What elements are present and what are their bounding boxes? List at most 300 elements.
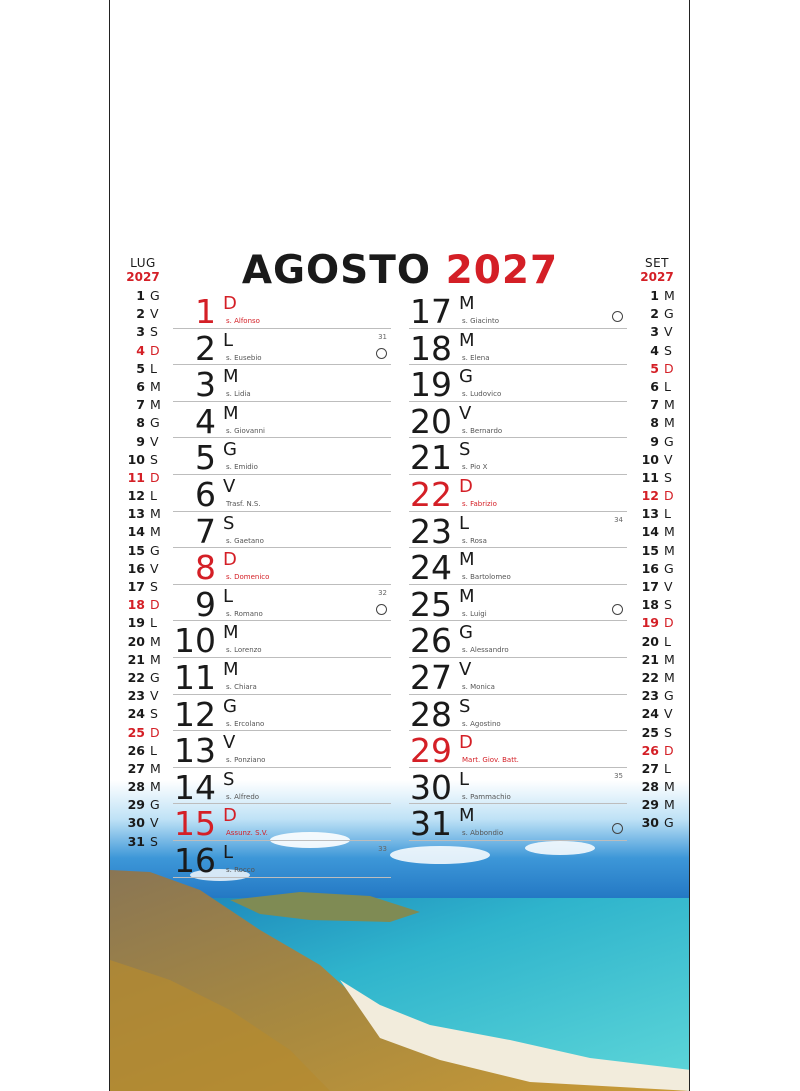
mini-day-number: 19: [641, 615, 659, 631]
mini-day-letter: M: [664, 651, 675, 667]
mini-day-letter: D: [150, 724, 160, 740]
mini-day-letter: V: [150, 815, 159, 831]
day-number: 13: [174, 731, 216, 771]
prev-month-label: LUG: [130, 256, 156, 270]
mini-day-letter: S: [664, 597, 672, 613]
mini-day-number: 20: [641, 633, 659, 649]
mini-day-letter: D: [664, 488, 674, 504]
mini-day-letter: M: [150, 633, 161, 649]
day-row: [409, 402, 627, 439]
mini-day-row: [627, 397, 687, 415]
mini-day-row: [113, 615, 173, 633]
mini-day-number: 14: [641, 524, 659, 540]
saint-name: s. Elena: [462, 353, 490, 362]
day-number: 29: [410, 731, 452, 771]
saint-name: s. Chiara: [226, 682, 257, 691]
mini-day-row: [627, 434, 687, 452]
mini-day-letter: D: [664, 615, 674, 631]
mini-day-number: 15: [641, 542, 659, 558]
mini-day-number: 11: [127, 469, 145, 485]
day-number: 9: [195, 584, 216, 624]
mini-day-letter: M: [150, 779, 161, 795]
year: 2027: [445, 248, 559, 293]
mini-day-number: 17: [641, 579, 659, 594]
mini-day-number: 16: [641, 560, 659, 576]
mini-day-number: 28: [641, 779, 659, 795]
mini-day-number: 7: [136, 397, 145, 413]
mini-day-number: 27: [641, 760, 659, 776]
day-row: [409, 658, 627, 695]
mini-day-row: [627, 524, 687, 542]
day-number: 23: [410, 511, 452, 551]
day-row: [173, 585, 391, 622]
weekday-letter: M: [459, 329, 475, 351]
mini-day-row: [113, 524, 173, 542]
mini-day-letter: M: [664, 524, 675, 540]
mini-day-number: 3: [650, 324, 659, 340]
mini-day-row: [627, 470, 687, 488]
day-number: 20: [410, 401, 452, 441]
weekday-letter: D: [459, 732, 473, 754]
mini-day-letter: S: [664, 342, 672, 358]
day-row: [409, 804, 627, 844]
weekday-letter: M: [223, 402, 239, 424]
saint-name: Trasf. N.S.: [226, 499, 261, 508]
mini-day-letter: M: [150, 524, 161, 540]
mini-day-number: 21: [641, 651, 659, 667]
weekday-letter: M: [459, 549, 475, 571]
mini-day-letter: V: [150, 433, 159, 449]
mini-day-letter: G: [664, 433, 674, 449]
mini-day-row: [627, 634, 687, 652]
moon-phase-icon: [612, 311, 623, 322]
weekday-letter: V: [223, 475, 236, 497]
mini-day-number: 2: [650, 306, 659, 322]
mini-day-letter: V: [664, 706, 673, 722]
saint-name: s. Eusebio: [226, 353, 262, 362]
day-number: 6: [195, 474, 216, 514]
mini-day-letter: S: [150, 706, 158, 722]
week-number: 34: [614, 515, 623, 524]
saint-name: s. Alessandro: [462, 646, 509, 655]
mini-day-number: 26: [641, 742, 659, 758]
saint-name: s. Rosa: [462, 536, 487, 545]
mini-day-letter: S: [150, 451, 158, 467]
mini-day-letter: M: [150, 760, 161, 776]
mini-day-row: [113, 725, 173, 743]
day-row: [173, 621, 391, 661]
mini-day-row: [113, 488, 173, 506]
mini-day-row: [627, 725, 687, 743]
mini-day-letter: L: [150, 488, 157, 504]
mini-day-number: 13: [127, 506, 145, 522]
day-number: 22: [410, 474, 452, 514]
mini-day-letter: S: [664, 469, 672, 485]
mini-day-row: [627, 615, 687, 633]
day-number: 18: [410, 328, 452, 368]
mini-day-row: [627, 488, 687, 506]
mini-day-row: [113, 343, 173, 361]
mini-day-letter: M: [664, 397, 675, 413]
mini-day-row: [627, 743, 687, 761]
weekday-letter: L: [459, 512, 470, 534]
mini-day-row: [627, 670, 687, 688]
mini-day-row: [627, 579, 687, 597]
moon-phase-icon: [612, 604, 623, 615]
mini-day-row: [627, 288, 687, 306]
day-row: [409, 695, 627, 732]
mini-day-row: [113, 543, 173, 561]
mini-day-row: [627, 815, 687, 833]
mini-day-number: 28: [127, 779, 145, 795]
mini-day-letter: M: [150, 397, 161, 413]
mini-day-number: 12: [641, 488, 659, 504]
day-number: 4: [195, 401, 216, 441]
day-row: [409, 731, 627, 771]
mini-day-row: [113, 434, 173, 452]
day-row: [409, 548, 627, 588]
day-number: 24: [410, 548, 452, 588]
mini-day-row: [627, 306, 687, 324]
day-number: 11: [174, 657, 216, 697]
mini-day-row: [627, 561, 687, 579]
day-row: [173, 841, 391, 878]
mini-day-row: [113, 324, 173, 342]
mini-day-row: [113, 288, 173, 306]
weekday-letter: S: [223, 512, 235, 534]
day-number: 28: [410, 694, 452, 734]
mini-day-row: [113, 415, 173, 433]
mini-day-number: 26: [127, 742, 145, 758]
week-number: 35: [614, 771, 623, 780]
mini-day-row: [113, 834, 173, 852]
mini-day-row: [627, 543, 687, 561]
mini-day-number: 8: [136, 415, 145, 431]
mini-day-row: [113, 688, 173, 706]
mini-day-letter: G: [664, 306, 674, 322]
saint-name: s. Lorenzo: [226, 646, 262, 655]
mini-day-row: [113, 470, 173, 488]
mini-day-row: [113, 452, 173, 470]
weekday-letter: D: [223, 549, 237, 571]
mini-day-number: 25: [127, 724, 145, 740]
mini-day-row: [627, 688, 687, 706]
mini-day-letter: V: [150, 306, 159, 322]
mini-day-number: 25: [641, 724, 659, 740]
mini-day-letter: L: [150, 615, 157, 631]
day-number: 26: [410, 621, 452, 661]
mini-day-number: 4: [650, 342, 659, 358]
day-row: [173, 292, 391, 329]
mini-day-letter: L: [664, 378, 671, 394]
saint-name: s. Emidio: [226, 463, 258, 472]
mini-day-number: 30: [127, 815, 145, 831]
mini-day-number: 23: [127, 688, 145, 704]
moon-phase-icon: [376, 604, 387, 615]
saint-name: s. Giovanni: [226, 426, 265, 435]
mini-day-number: 12: [127, 488, 145, 504]
weekday-letter: G: [223, 439, 237, 461]
moon-phase-icon: [376, 348, 387, 359]
weekday-letter: L: [223, 585, 234, 607]
saint-name: s. Ludovico: [462, 390, 502, 399]
saint-name: s. Gaetano: [226, 536, 264, 545]
mini-day-number: 9: [136, 433, 145, 449]
weekday-letter: L: [459, 768, 470, 790]
weekday-letter: G: [459, 366, 473, 388]
days-column-right: [409, 292, 627, 844]
saint-name: s. Bernardo: [462, 426, 503, 435]
mini-day-letter: G: [150, 288, 160, 303]
day-row: [173, 365, 391, 405]
day-row: [173, 695, 391, 732]
day-number: 30: [410, 767, 452, 807]
mini-day-letter: S: [150, 324, 158, 340]
saint-name: s. Pammachio: [462, 792, 511, 801]
mini-day-letter: G: [664, 560, 674, 576]
weekday-letter: V: [459, 402, 472, 424]
mini-day-row: [113, 379, 173, 397]
mini-day-row: [113, 597, 173, 615]
day-number: 25: [410, 584, 452, 624]
mini-day-letter: G: [150, 542, 160, 558]
weekday-letter: L: [223, 329, 234, 351]
moon-phase-icon: [612, 823, 623, 834]
mini-day-row: [627, 379, 687, 397]
mini-day-number: 3: [136, 324, 145, 340]
mini-day-number: 20: [127, 633, 145, 649]
saint-name: s. Ponziano: [226, 756, 266, 765]
mini-day-row: [627, 797, 687, 815]
weekday-letter: D: [223, 293, 237, 314]
mini-day-number: 14: [127, 524, 145, 540]
mini-day-number: 2: [136, 306, 145, 322]
mini-day-letter: D: [150, 597, 160, 613]
mini-day-letter: M: [664, 779, 675, 795]
mini-day-letter: L: [664, 633, 671, 649]
week-number: 33: [378, 844, 387, 853]
prev-month-column: [113, 256, 173, 852]
saint-name: s. Bartolomeo: [462, 573, 511, 582]
day-row: [173, 548, 391, 588]
weekday-letter: G: [459, 622, 473, 644]
day-number: 19: [410, 365, 452, 405]
mini-day-number: 5: [136, 360, 145, 376]
mini-day-row: [113, 652, 173, 670]
saint-name: Assunz. S.V.: [226, 829, 268, 838]
mini-day-letter: V: [150, 688, 159, 704]
saint-name: s. Abbondio: [462, 829, 504, 838]
mini-day-letter: S: [150, 579, 158, 594]
mini-day-letter: M: [664, 797, 675, 813]
next-month-column: [627, 256, 687, 834]
mini-day-letter: L: [150, 360, 157, 376]
mini-day-number: 29: [641, 797, 659, 813]
weekday-letter: D: [223, 805, 237, 827]
mini-day-number: 21: [127, 651, 145, 667]
day-row: [173, 768, 391, 805]
day-number: 31: [410, 804, 452, 844]
mini-day-row: [627, 361, 687, 379]
day-number: 3: [195, 365, 216, 405]
mini-day-letter: L: [664, 760, 671, 776]
saint-name: s. Monica: [462, 682, 495, 691]
mini-day-number: 10: [641, 451, 659, 467]
day-number: 1: [195, 292, 216, 331]
mini-day-letter: V: [664, 451, 673, 467]
mini-day-row: [627, 415, 687, 433]
weekday-letter: D: [459, 475, 473, 497]
mini-day-row: [627, 761, 687, 779]
weekday-letter: M: [459, 805, 475, 827]
day-row: [173, 438, 391, 478]
mini-day-letter: L: [150, 742, 157, 758]
day-row: [173, 402, 391, 439]
mini-day-number: 22: [641, 669, 659, 685]
day-number: 16: [174, 840, 216, 880]
saint-name: s. Alfonso: [226, 317, 260, 325]
weekday-letter: V: [459, 658, 472, 680]
weekday-letter: M: [459, 293, 475, 314]
saint-name: s. Rocco: [226, 865, 255, 874]
day-number: 17: [410, 292, 452, 331]
mini-day-row: [113, 815, 173, 833]
mini-day-row: [627, 597, 687, 615]
day-number: 2: [195, 328, 216, 368]
day-row: [173, 731, 391, 771]
mini-day-row: [627, 343, 687, 361]
mini-day-letter: S: [150, 833, 158, 849]
saint-name: s. Fabrizio: [462, 499, 497, 508]
day-number: 14: [174, 767, 216, 807]
mini-day-number: 30: [641, 815, 659, 831]
mini-day-row: [113, 779, 173, 797]
mini-day-number: 13: [641, 506, 659, 522]
day-number: 8: [195, 548, 216, 588]
mini-day-row: [113, 743, 173, 761]
day-number: 27: [410, 657, 452, 697]
mini-day-row: [113, 561, 173, 579]
mini-day-letter: D: [664, 742, 674, 758]
mini-day-number: 7: [650, 397, 659, 413]
mini-day-number: 22: [127, 669, 145, 685]
saint-name: s. Lidia: [226, 390, 251, 399]
mini-day-number: 23: [641, 688, 659, 704]
day-row: [409, 475, 627, 512]
mini-day-letter: S: [664, 724, 672, 740]
day-row: [409, 512, 627, 549]
mini-day-letter: V: [664, 324, 673, 340]
mini-day-letter: M: [150, 378, 161, 394]
mini-day-letter: M: [664, 669, 675, 685]
day-row: [409, 585, 627, 622]
mini-day-letter: D: [150, 469, 160, 485]
mini-day-letter: G: [150, 669, 160, 685]
mini-day-letter: M: [664, 415, 675, 431]
mini-day-number: 5: [650, 360, 659, 376]
day-row: [173, 475, 391, 512]
day-number: 10: [174, 621, 216, 661]
saint-name: s. Agostino: [462, 719, 501, 728]
mini-day-number: 11: [641, 469, 659, 485]
saint-name: s. Domenico: [226, 573, 270, 582]
mini-day-number: 1: [650, 288, 659, 303]
weekday-letter: S: [223, 768, 235, 790]
prev-month-year: 2027: [126, 270, 160, 284]
mini-day-number: 19: [127, 615, 145, 631]
mini-day-number: 15: [127, 542, 145, 558]
mini-day-number: 6: [136, 378, 145, 394]
mini-day-letter: G: [150, 797, 160, 813]
mini-day-row: [113, 634, 173, 652]
mini-day-row: [627, 452, 687, 470]
mini-day-row: [627, 706, 687, 724]
mini-day-row: [113, 761, 173, 779]
mini-day-number: 27: [127, 760, 145, 776]
day-row: [409, 365, 627, 405]
mini-day-row: [113, 506, 173, 524]
mini-day-letter: M: [664, 542, 675, 558]
mini-day-number: 18: [641, 597, 659, 613]
mini-day-number: 24: [127, 706, 145, 722]
day-row: [409, 292, 627, 329]
mini-day-number: 4: [136, 342, 145, 358]
mini-day-number: 29: [127, 797, 145, 813]
mini-day-letter: G: [664, 688, 674, 704]
weekday-letter: V: [223, 732, 236, 754]
saint-name: s. Pio X: [462, 463, 488, 472]
mini-day-number: 9: [650, 433, 659, 449]
day-row: [409, 438, 627, 478]
mini-day-row: [113, 579, 173, 597]
mini-day-letter: L: [664, 506, 671, 522]
next-month-year: 2027: [640, 270, 674, 284]
saint-name: s. Ercolano: [226, 719, 265, 728]
weekday-letter: G: [223, 695, 237, 717]
mini-day-letter: V: [664, 579, 673, 594]
mini-day-row: [627, 506, 687, 524]
mini-day-number: 24: [641, 706, 659, 722]
mini-day-letter: G: [664, 815, 674, 831]
weekday-letter: M: [459, 585, 475, 607]
day-row: [173, 804, 391, 844]
mini-day-letter: M: [150, 651, 161, 667]
mini-day-number: 17: [127, 579, 145, 594]
day-row: [173, 512, 391, 549]
day-row: [409, 621, 627, 661]
mini-day-row: [113, 670, 173, 688]
mini-day-letter: M: [150, 506, 161, 522]
mini-day-row: [113, 797, 173, 815]
month-name: AGOSTO: [241, 248, 432, 293]
mini-day-row: [627, 652, 687, 670]
day-row: [409, 768, 627, 805]
day-row: [173, 329, 391, 366]
mini-day-letter: G: [150, 415, 160, 431]
mini-day-number: 16: [127, 560, 145, 576]
mini-day-number: 10: [127, 451, 145, 467]
mini-day-letter: V: [150, 560, 159, 576]
day-number: 5: [195, 438, 216, 478]
mini-day-number: 18: [127, 597, 145, 613]
mini-day-number: 8: [650, 415, 659, 431]
saint-name: s. Alfredo: [226, 792, 260, 801]
day-number: 21: [410, 438, 452, 478]
mini-day-row: [113, 306, 173, 324]
mini-day-row: [627, 779, 687, 797]
weekday-letter: M: [223, 658, 239, 680]
mini-day-row: [113, 706, 173, 724]
